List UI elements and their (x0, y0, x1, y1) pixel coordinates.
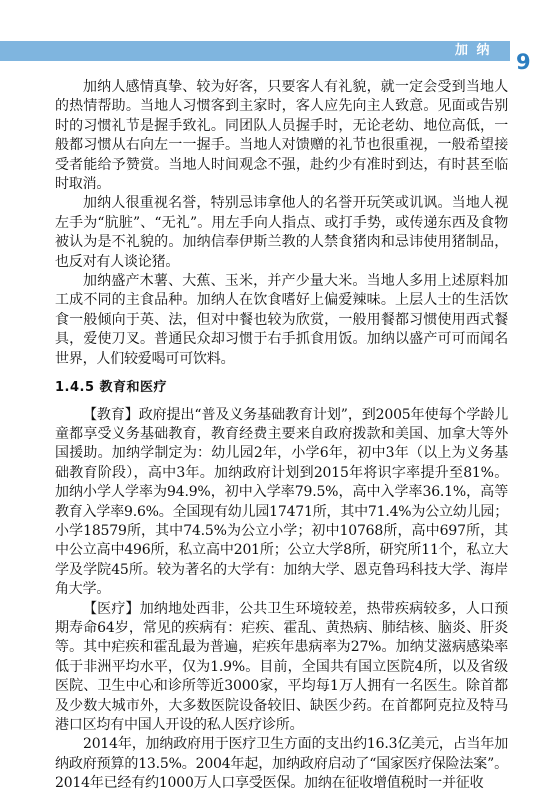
section-title: 加 纳 (455, 43, 492, 58)
paragraph-education: 【教育】政府提出“普及义务基础教育计划”，到2005年使每个学龄儿童都享受义务基础教育，教育经费主要来自政府拨款和美国、加拿大等外国援助。加纳学制定为：幼儿园2年，小学6年，初中3年（以上为义务基础教育阶段），高中3年。加纳政府计划到2015年将识字率提升至81%。加纳小学人学率为94.9%，初中入学率79.5%，高中入学率36.1%，高等教育入学率9.6%。全国现有幼儿园17471所，其中71.4%为公立幼儿园；小学18579所，其中74.5%为公立小学；初中10768所，高中697所，其中公立高中496所，私立高中201所；公立大学8所，研究所11个，私立大学及学院45所。较为著名的大学有：加纳大学、恩克鲁玛科技大学、海岸角大学。 (55, 406, 508, 598)
page-number: 9 (516, 50, 531, 74)
header-bar (0, 41, 510, 61)
paragraph-health-spending: 2014年，加纳政府用于医疗卫生方面的支出约16.3亿美元，占当年加纳政府预算的13.5%。2004年起，加纳政府启动了“国家医疗保险法案”。2014年已经有约1000万人口享受医保。加纳在征收增值税时一并征收 (55, 736, 508, 792)
paragraph-diet: 加纳盛产木薯、大蕉、玉米，并产少量大米。当地人多用上述原料加工成不同的主食品种。加纳人在饮食嗜好上偏爱辣味。上层人士的生活饮食一般倾向于英、法，但对中餐也较为欣赏，一般用餐都习惯使用西式餐具，爱使刀叉。普通民众却习惯于右手抓食用饭。加纳以盛产可可而闻名世界，人们较爱喝可可饮料。 (55, 273, 508, 367)
paragraph-healthcare: 【医疗】加纳地处西非，公共卫生环境较差，热带疾病较多，人口预期寿命64岁，常见的疾病有：疟疾、霍乱、黄热病、肺结核、脑炎、肝炎等。其中疟疾和霍乱最为普遍，疟疾年患病率为27%。加纳艾滋病感染率低于非洲平均水平，仅为1.9%。目前，全国共有国立医院4所，以及省级医院、卫生中心和诊所等近3000家，平均每1万人拥有一名医生。除首都及少数大城市外，大多数医院设备较旧、缺医少药。在首都阿克拉及特马港口区均有中国人开设的私人医疗诊所。 (55, 600, 508, 733)
paragraph-etiquette: 加纳人感情真挚、较为好客，只要客人有礼貌，就一定会受到当地人的热情帮助。当地人习惯客到主家时，客人应先向主人致意。见面或告别时的习惯礼节是握手致礼。同团队人员握手时，无论老幼、地位高低，一般都习惯从右向左一一握手。当地人对馈赠的礼节也很重视，一般希望接受者能给予赞赏。当地人时间观念不强，赴约少有准时到达，有时甚至临时取消。 (55, 79, 508, 193)
page-body (55, 78, 508, 794)
section-heading: 1.4.5 教育和医疗 (55, 380, 168, 396)
paragraph-taboos: 加纳人很重视名誉，特别忌讳拿他人的名誉开玩笑或讥讽。当地人视左手为“肮脏”、“无礼”。用左手向人指点、或打手势，或传递东西及食物被认为是不礼貌的。加纳信奉伊斯兰教的人禁食猪肉和忌讳使用猪制品，也反对有人谈论猪。 (55, 195, 508, 270)
